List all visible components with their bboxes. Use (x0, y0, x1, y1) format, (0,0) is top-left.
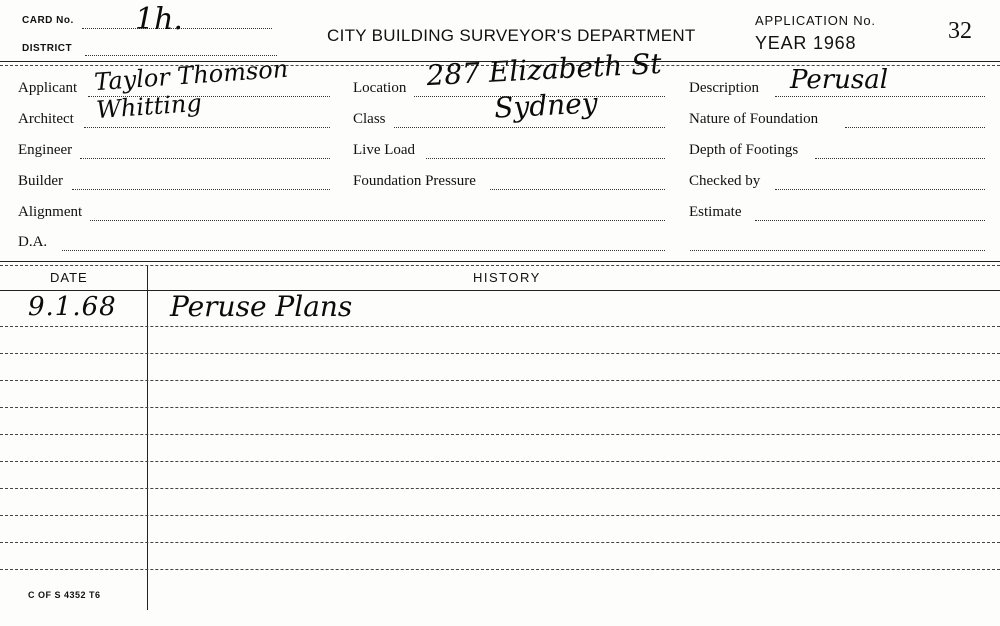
history-entry-text: Peruse Plans (170, 290, 353, 323)
location-label: Location (353, 80, 407, 96)
da-label: D.A. (18, 234, 48, 250)
application-no-label: APPLICATION No. (755, 13, 876, 28)
history-header: HISTORY (473, 270, 541, 285)
foundation-pressure-label: Foundation Pressure (353, 173, 476, 189)
year-label: YEAR 1968 (755, 33, 857, 53)
form-code: C OF S 4352 T6 (28, 590, 101, 600)
class-label: Class (353, 111, 386, 127)
architect-label: Architect (18, 111, 74, 127)
application-number: 32 (948, 18, 972, 44)
history-entry-date: 9.1.68 (28, 292, 117, 322)
history-rule (0, 261, 1000, 262)
description-label: Description (689, 80, 759, 96)
history-divider (147, 266, 148, 610)
alignment-label: Alignment (18, 204, 83, 220)
district-line (85, 55, 277, 56)
card-no-label: CARD No. (22, 15, 74, 26)
applicant-label: Applicant (18, 80, 78, 96)
live-load-label: Live Load (353, 142, 416, 158)
nature-of-foundation-label: Nature of Foundation (689, 111, 819, 127)
engineer-label: Engineer (18, 142, 73, 158)
applicant-value: Taylor Thomson Whitting (93, 54, 289, 125)
card-no-value: 1h. (135, 2, 183, 37)
description-value: Perusal (790, 65, 889, 95)
district-label: DISTRICT (22, 43, 73, 54)
department-title: CITY BUILDING SURVEYOR'S DEPARTMENT (327, 26, 696, 45)
estimate-label: Estimate (689, 204, 742, 220)
location-value: 287 Elizabeth St Sydney (425, 46, 663, 125)
date-header: DATE (50, 270, 88, 285)
builder-label: Builder (18, 173, 63, 189)
depth-of-footings-label: Depth of Footings (689, 142, 799, 158)
checked-by-label: Checked by (689, 173, 761, 189)
